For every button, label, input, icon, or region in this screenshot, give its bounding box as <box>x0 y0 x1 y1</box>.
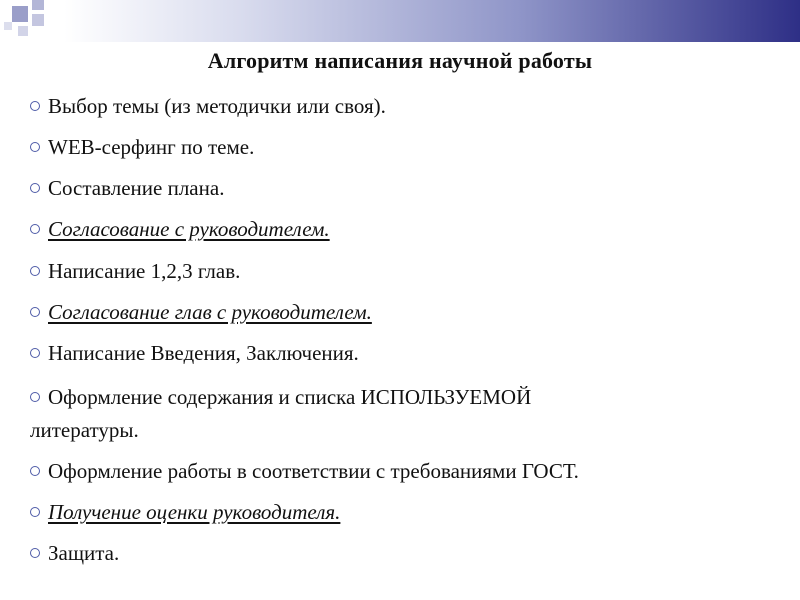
list-item <box>30 537 770 570</box>
deco-square <box>32 14 44 26</box>
hollow-circle-bullet-icon <box>30 548 40 558</box>
list-item-text: Выбор темы (из методички или своя). <box>48 94 386 118</box>
list-item-text: WEB-серфинг по теме. <box>48 135 255 159</box>
hollow-circle-bullet-icon <box>30 142 40 152</box>
list-item <box>30 455 770 488</box>
list-item <box>30 296 770 329</box>
hollow-circle-bullet-icon <box>30 307 40 317</box>
list-item-text: Оформление работы в соответствии с требованиями ГОСТ. <box>48 459 579 483</box>
list-item <box>30 131 770 164</box>
header-gradient-band <box>0 0 800 42</box>
hollow-circle-bullet-icon <box>30 392 40 402</box>
deco-square <box>12 6 28 22</box>
list-item-text: Составление плана. <box>48 176 225 200</box>
list-item <box>30 381 770 446</box>
list-item <box>30 90 770 123</box>
list-item-text: Оформление содержания и списка ИСПОЛЬЗУЕМОЙ <box>48 385 532 409</box>
hollow-circle-bullet-icon <box>30 101 40 111</box>
slide-title: Алгоритм написания научной работы <box>207 48 593 73</box>
hollow-circle-bullet-icon <box>30 266 40 276</box>
list-item <box>30 496 770 529</box>
hollow-circle-bullet-icon <box>30 507 40 517</box>
list-item-text: Написание Введения, Заключения. <box>48 341 359 365</box>
list-item <box>30 337 770 370</box>
list-item-text: Согласование с руководителем. <box>48 217 330 241</box>
deco-square <box>18 26 28 36</box>
hollow-circle-bullet-icon <box>30 348 40 358</box>
list-item <box>30 255 770 288</box>
list-item-text: Написание 1,2,3 глав. <box>48 259 241 283</box>
list-item <box>30 172 770 205</box>
list-item-text: Получение оценки руководителя. <box>48 500 341 524</box>
hollow-circle-bullet-icon <box>30 183 40 193</box>
list-item-continuation: литературы. <box>30 417 139 442</box>
list-item-text: Защита. <box>48 541 120 565</box>
hollow-circle-bullet-icon <box>30 466 40 476</box>
deco-square <box>4 22 12 30</box>
hollow-circle-bullet-icon <box>30 224 40 234</box>
list-item <box>30 213 770 246</box>
list-item-text: Согласование глав с руководителем. <box>48 300 372 324</box>
deco-square <box>32 0 44 10</box>
